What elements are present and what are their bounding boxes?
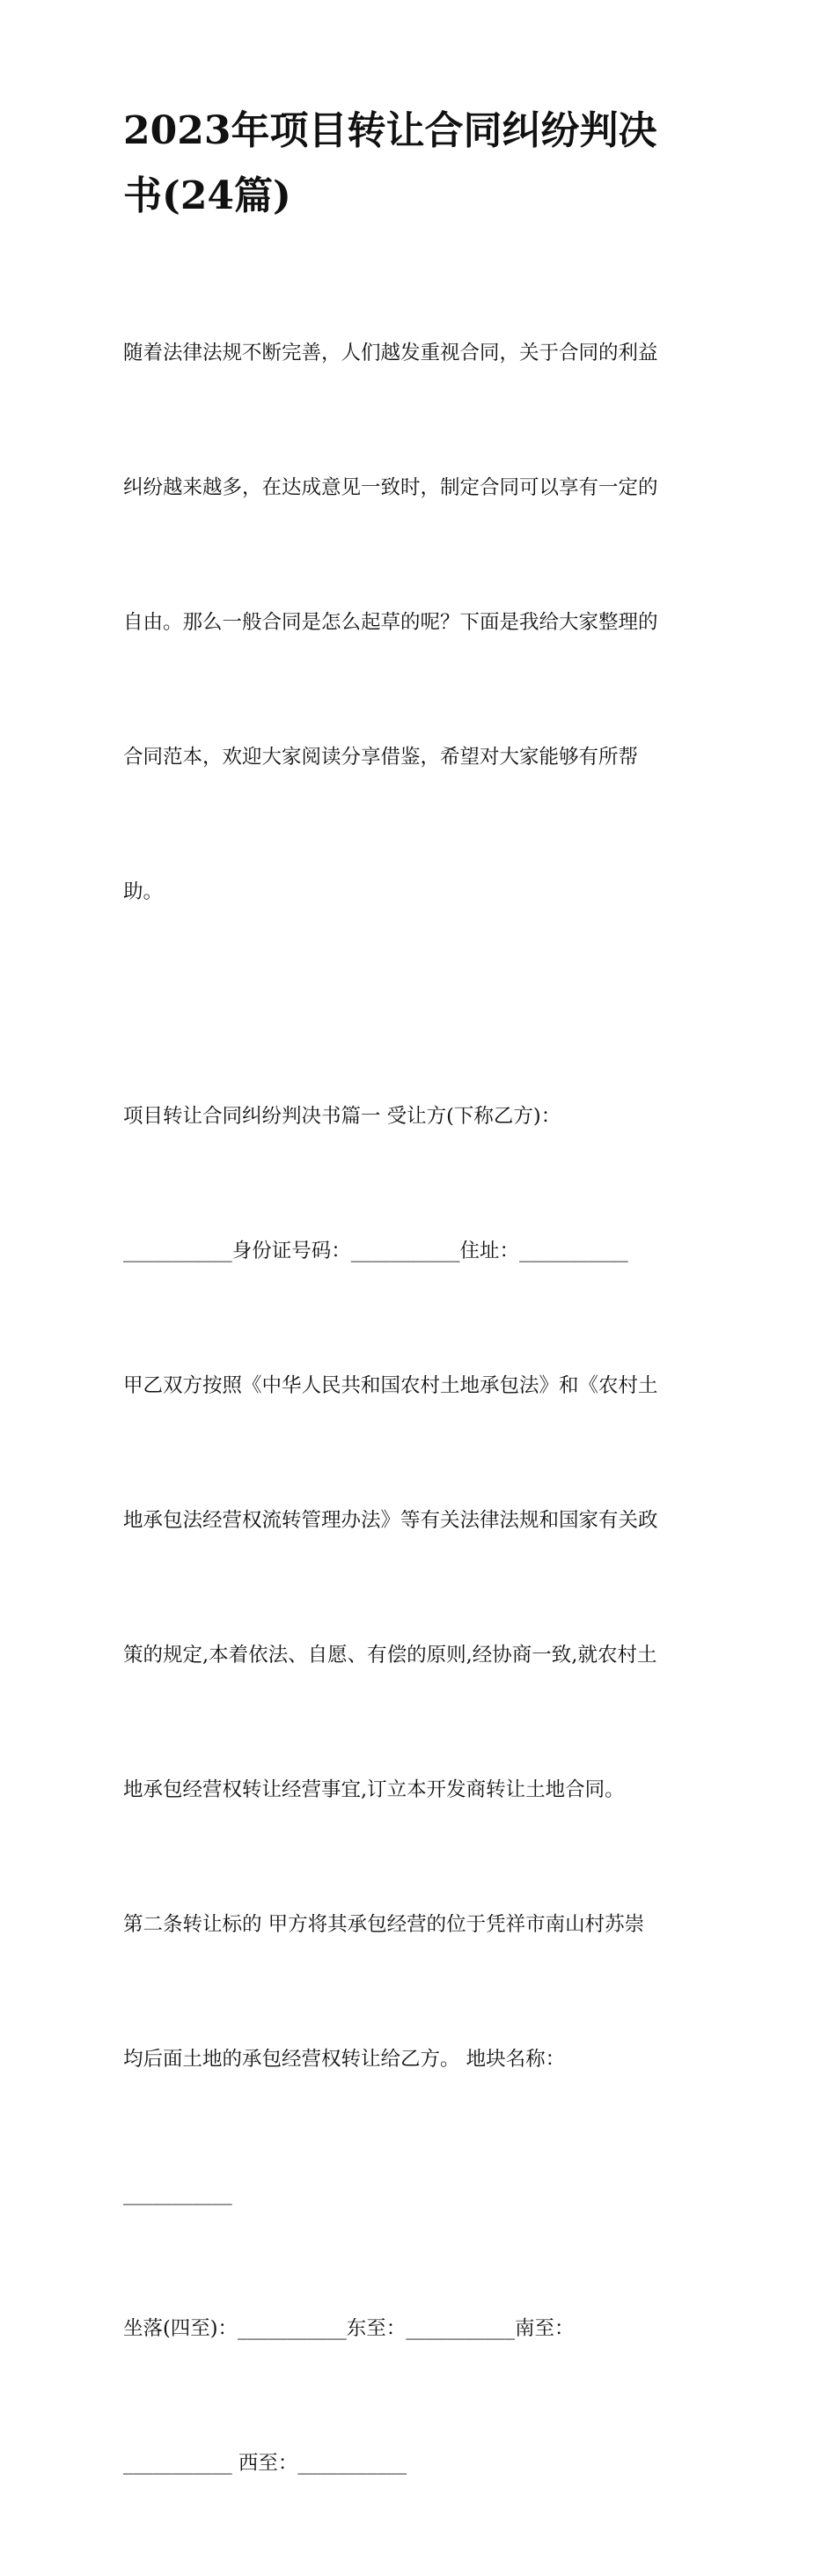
intro-line: 纠纷越来越多，在达成意见一致时，制定合同可以享有一定的: [123, 476, 658, 499]
body-line: 第二条转让标的 甲方将其承包经营的位于凭祥市南山村苏崇: [123, 1913, 645, 1936]
contract-body: [123, 1005, 722, 2576]
body-line: 坐落(四至)：___________东至：___________南至：: [123, 2317, 575, 2340]
intro-line: 自由。那么一般合同是怎么起草的呢？下面是我给大家整理的: [123, 611, 658, 634]
body-line: 项目转让合同纠纷判决书篇一 受让方(下称乙方)：: [123, 1105, 561, 1128]
body-line: 甲乙双方按照《中华人民共和国农村土地承包法》和《农村土: [123, 1374, 658, 1397]
body-line: ___________ 西至：___________: [123, 2452, 407, 2475]
body-line: 地承包法经营权流转管理办法》等有关法律法规和国家有关政: [123, 1509, 658, 1532]
intro-line: 助。: [123, 880, 164, 903]
document-page: [123, 99, 722, 2576]
body-line: 地承包经营权转让经营事宜,订立本开发商转让土地合同。: [123, 1778, 625, 1801]
body-line: ___________身份证号码：___________住址：___________: [123, 1240, 628, 1262]
intro-paragraph: [123, 241, 722, 1005]
body-line: ___________: [123, 2182, 232, 2205]
title-line: 书(24篇): [123, 173, 291, 218]
document-title: [123, 99, 722, 229]
title-line: 2023年项目转让合同纠纷判决: [123, 108, 657, 153]
body-line: 策的规定,本着依法、自愿、有偿的原则,经协商一致,就农村土: [123, 1644, 657, 1667]
intro-line: 随着法律法规不断完善，人们越发重视合同，关于合同的利益: [123, 342, 658, 364]
body-line: 均后面土地的承包经营权转让给乙方。 地块名称：: [123, 2048, 566, 2071]
intro-line: 合同范本，欢迎大家阅读分享借鉴，希望对大家能够有所帮: [123, 746, 639, 769]
